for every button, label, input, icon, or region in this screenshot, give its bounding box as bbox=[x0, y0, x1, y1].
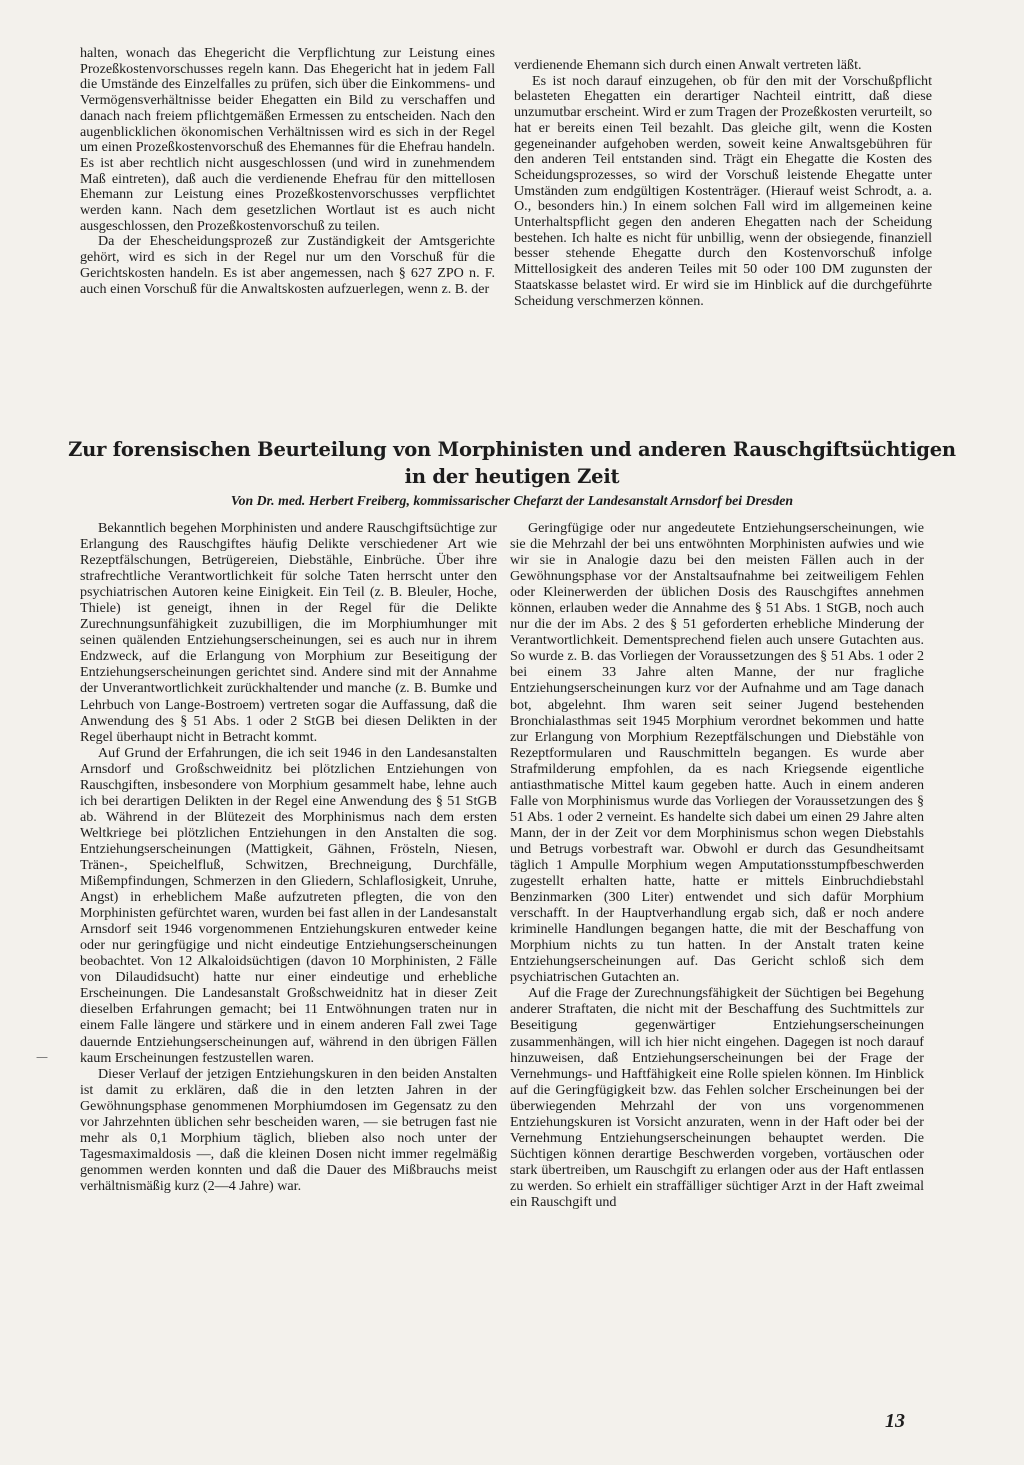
paragraph: Auf die Frage der Zurechnungsfähigkeit der Süchtigen bei Begehung anderer Straftaten, die nicht mit der Beschaffung des Suchtmittels zur Beseitigung gegenwärtiger Entziehungserscheinungen zusammenhängen, will ich hier nicht eingehen. Dagegen ist noch darauf hinzuweisen, daß Entziehungserscheinungen bei der Frage der Vernehmungs- und Haftfähigkeit eine Rolle spielen können. Im Hinblick auf die Geringfügigkeit bzw. das Fehlen solcher Erscheinungen bei der überwiegenden Mehrzahl der von uns vorgenommenen Entziehungskuren ist Vorsicht anzuraten, wenn in der Haft oder bei der Vernehmung Entziehungserscheinungen behauptet werden. Die Süchtigen können derartige Beschwerden vorgeben, vortäuschen oder stark übertreiben, um Rauschgift zu erlangen oder aus der Haft entlassen zu werden. So erhielt ein straffälliger süchtiger Arzt in der Haft zweimal ein Rauschgift und bbox=[510, 985, 924, 1210]
article-title-line-2: in der heutigen Zeit bbox=[404, 465, 620, 488]
article-title-line-1: Zur forensischen Beurteilung von Morphinisten und anderen Rauschgiftsüchtigen bbox=[68, 438, 956, 461]
paragraph: Es ist noch darauf einzugehen, ob für den mit der Vorschußpflicht belasteten Ehegatten ein derartiger Nachteil eintritt, daß diese unzumutbar erscheint. Wird er zum Tragen der Prozeßkosten verurteilt, so hat er bereits einen Teil bezahlt. Das gleiche gilt, wenn die Kosten gegeneinander aufgehoben werden, soweit keine Anwaltsgebühren für den anderen Teil entstanden sind. Trägt ein Ehegatte die Kosten des Scheidungsprozesses, so wird der Vorschuß leistende Ehegatte unter Umständen zum endgültigen Kostenträger. (Hierauf weist Schrodt, a. a. O., besonders hin.) In einem solchen Fall wird im allgemeinen keine Unterhaltspflicht gegen den anderen Ehegatten nach der Scheidung bestehen. Ich halte es nicht für unbillig, wenn der obsiegende, finanziell besser stehende Ehegatte durch den Kostenvorschuß infolge Mittellosigkeit des anderen Teiles mit 50 oder 100 DM zugunsten der Staatskasse belastet wird. Er wird sie im Hinblick auf die durchgeführte Scheidung verschmerzen können. bbox=[514, 72, 932, 309]
paragraph: Bekanntlich begehen Morphinisten und andere Rauschgiftsüchtige zur Erlangung des Rauschgiftes häufig Delikte verschiedener Art wie Rezeptfälschungen, Betrügereien, Diebstähle, Einbrüche. Über ihre strafrechtliche Verantwortlichkeit für solche Taten herrscht unter den psychiatrischen Autoren keine Einigkeit. Ein Teil (z. B. Bleuler, Hoche, Thiele) ist geneigt, ihnen in der Regel für die Delikte Zurechnungsunfähigkeit zuzubilligen, die im Morphiumhunger mit seinen quälenden Entziehungserscheinungen, sei es auch nur in ihrem Endzweck, auf die Erlangung von Morphium zur Beseitigung der Entziehungserscheinungen gerichtet sind. Andere sind mit der Annahme der Unverantwortlichkeit zurückhaltender und manche (z. B. Bumke und Lehrbuch von Lange-Bostroem) vertreten sogar die Auffassung, daß die Anwendung des § 51 Abs. 1 oder 2 StGB bei diesen Delikten in der Regel überhaupt nicht in Betracht kommt. bbox=[80, 520, 497, 745]
page-number: 13 bbox=[885, 1410, 905, 1432]
article-byline: Von Dr. med. Herbert Freiberg, kommissarischer Chefarzt der Landesanstalt Arnsdorf bei Dresden bbox=[230, 493, 794, 508]
paragraph: verdienende Ehemann sich durch einen Anwalt vertreten läßt. bbox=[514, 57, 862, 73]
article-title bbox=[60, 436, 964, 490]
paragraph: Dieser Verlauf der jetzigen Entziehungskuren in den beiden Anstalten ist damit zu erklären, daß die in den letzten Jahren in der Gewöhnungsphase genommenen Morphiumdosen im Gegensatz zu den vor Jahrzehnten üblichen sehr bescheiden waren, — sie betrugen fast nie mehr als 0,1 Morphium täglich, blieben also noch unter der Tagesmaximaldosis —, daß die kleinen Dosen nicht immer regelmäßig genommen werden konnten und daß die Dauer des Mißbrauchs meist verhältnismäßig kurz (2—4 Jahre) war. bbox=[80, 1065, 497, 1194]
bottom-left-column bbox=[80, 520, 497, 1194]
paragraph: Da der Ehescheidungsprozeß zur Zuständigkeit der Amtsgerichte gehört, wird es sich in der Regel nur um den Vorschuß für die Gerichtskosten handeln. Es ist aber angemessen, nach § 627 ZPO n. F. auch einen Vorschuß für die Anwaltskosten aufzuerlegen, wenn z. B. der bbox=[80, 233, 495, 297]
paragraph: halten, wonach das Ehegericht die Verpflichtung zur Leistung eines Prozeßkostenvorschusses regeln kann. Das Ehegericht hat in jedem Fall die Umstände des Einzelfalles zu prüfen, sich über die Einkommens- und Vermögensverhältnisse beider Ehegatten ein Bild zu verschaffen und danach nach freiem pflichtgemäßen Ermessen zu entscheiden. Nach den augenblicklichen ökonomischen Verhältnissen wird es sich in der Regel um einen Prozeßkostenvorschuß des Ehemannes für die Ehefrau handeln. Es ist aber rechtlich nicht ausgeschlossen (und wird in zunehmendem Maß eintreten), daß auch die verdienende Ehefrau für den mittellosen Ehemann zur Leistung eines Prozeßkostenvorschusses verpflichtet werden kann. Nach dem gesetzlichen Wortlaut ist es auch nicht ausgeschlossen, den Prozeßkostenvorschuß zu teilen. bbox=[80, 45, 495, 234]
margin-tick-mark: — bbox=[36, 1050, 48, 1064]
top-left-column bbox=[80, 46, 495, 297]
top-right-column bbox=[514, 58, 932, 309]
paragraph: Geringfügige oder nur angedeutete Entziehungserscheinungen, wie sie die Mehrzahl der bei uns entwöhnten Morphinisten aufwies und wie wir sie in Analogie dazu bei den meisten Fällen auch in der Gewöhnungsphase vor der Anstaltsaufnahme bei zeitweiligem Fehlen oder Kleinerwerden der üblichen Dosis des Rauschgiftes annehmen können, erlauben weder die Annahme des § 51 Abs. 1 StGB, noch auch nur die der im Abs. 2 des § 51 geforderten erhebliche Minderung der Verantwortlichkeit. Dementsprechend fielen auch unsere Gutachten aus. So wurde z. B. das Vorliegen der Voraussetzungen des § 51 Abs. 1 oder 2 bei einem 33 Jahre alten Manne, der nur fragliche Entziehungserscheinungen kurz vor der Aufnahme und am Tage danach bot, abgelehnt. Ihm waren seit seiner Jugend bestehenden Bronchialasthmas seit 1945 Morphium verordnet bekommen und hatte zur Erlangung von Morphium Rezeptfälschungen und Diebstähle von Rezeptformularen und Rauschmitteln begangen. Es wurde aber Strafmilderung empfohlen, da es nach Kriegsende eigentliche antiasthmatische Mittel kaum gegeben hatte. Auch in einem anderen Falle von Morphinismus wurde das Vorliegen der Voraussetzungen des § 51 Abs. 1 oder 2 verneint. Es handelte sich dabei um einen 29 Jahre alten Mann, der in der Zeit vor dem Morphinismus schon wegen Diebstahls und Betrugs vorbestraft war. Obwohl er durch das Gesundheitsamt täglich 1 Ampulle Morphium wegen Amputationsstumpfbeschwerden zugestellt erhalten hatte, hatte er mittels Einbruchdiebstahl Benzinmarken (300 Liter) entwendet und sich dafür Morphium verschafft. In der Hauptverhandlung ergab sich, daß er noch andere kriminelle Handlungen begangen hatte, die mit der Beschaffung von Morphium nichts zu tun hatten. In der Anstalt traten keine Entziehungserscheinungen auf. Das Gericht schloß sich dem psychiatrischen Gutachten an. bbox=[510, 520, 924, 986]
paragraph: Auf Grund der Erfahrungen, die ich seit 1946 in den Landesanstalten Arnsdorf und Großschweidnitz bei plötzlichen Entziehungen von Rauschgiften, insbesondere von Morphium gesammelt habe, lehne auch ich bei derartigen Delikten in der Regel eine Anwendung des § 51 StGB ab. Während in der Blütezeit des Morphinismus nach dem ersten Weltkriege bei plötzlichen Entziehungen in den Anstalten die sog. Entziehungserscheinungen (Mattigkeit, Gähnen, Frösteln, Niesen, Tränen-, Speichelfluß, Schwitzen, Brechneigung, Durchfälle, Mißempfindungen, Schmerzen in den Gliedern, Schlaflosigkeit, Unruhe, Angst) in erheblichem Maße aufzutreten pflegten, die von den Morphinisten gefürchtet waren, wurden bei fast allen in der Landesanstalt Arnsdorf seit 1946 vorgenommenen Entziehungskuren entweder keine oder nur geringfügige und nicht eindeutige Entziehungserscheinungen beobachtet. Von 12 Alkaloidsüchtigen (davon 10 Morphinisten, 2 Fälle von Dilaudidsucht) hatte nur einer eindeutige und erhebliche Erscheinungen. Die Landesanstalt Großschweidnitz hat in dieser Zeit dieselben Erfahrungen gemacht; bei 11 Entwöhnungen traten nur in einem Falle längere und stärkere und in einem anderen Fall zwei Tage dauernde Entziehungserscheinungen auf, während in den übrigen Fällen kaum Erscheinungen festzustellen waren. bbox=[80, 744, 497, 1066]
bottom-right-column bbox=[510, 520, 924, 1210]
